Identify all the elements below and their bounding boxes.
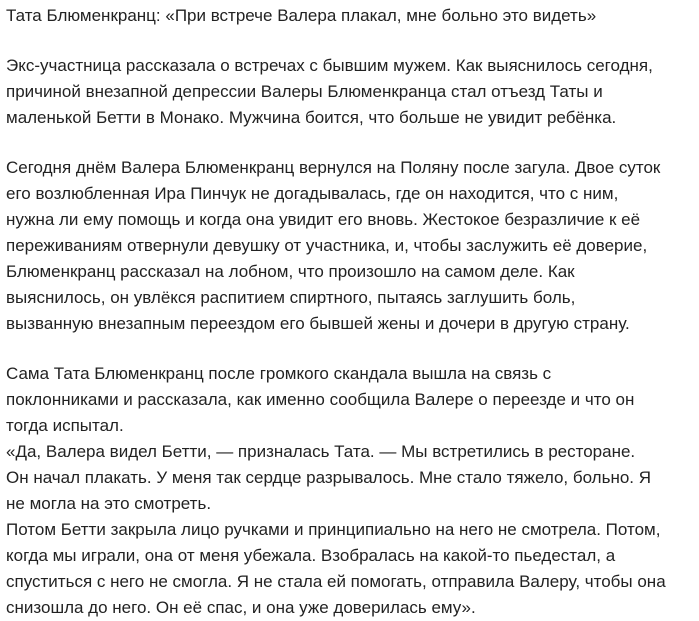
paragraph-3-line-1: Сама Тата Блюменкранц после громкого скандала вышла на связь с xyxy=(6,364,552,383)
paragraph-1-line-1: Экс-участница рассказала о встречах с бывшим мужем. Как выяснилось сегодня, xyxy=(6,56,653,75)
paragraph-3-line-8: когда мы играли, она от меня убежала. Взобралась на какой-то пьедестал, а xyxy=(6,546,616,565)
article-title: Тата Блюменкранц: «При встрече Валера плакал, мне больно это видеть» xyxy=(6,6,597,25)
paragraph-3-line-4: «Да, Валера видел Бетти, — призналась Тата. — Мы встретились в ресторане. xyxy=(6,442,636,461)
paragraph-3-line-6: не могла на это смотреть. xyxy=(6,494,212,513)
article xyxy=(0,3,699,621)
paragraph-3-line-5: Он начал плакать. У меня так сердце разрывалось. Мне стало тяжело, больно. Я xyxy=(6,468,652,487)
paragraph-3-line-3: тогда испытал. xyxy=(6,416,124,435)
paragraph-2-line-7: вызванную внезапным переездом его бывшей жены и дочери в другую страну. xyxy=(6,314,630,333)
paragraph-2-line-4: переживаниям отвернули девушку от участника, и, чтобы заслужить её доверие, xyxy=(6,236,648,255)
paragraph-1 xyxy=(6,53,695,131)
paragraph-2-line-3: нужна ли ему помощь и когда она увидит его вновь. Жестокое безразличие к её xyxy=(6,210,641,229)
paragraph-gap xyxy=(6,29,695,53)
paragraph-3-line-2: поклонниками и рассказала, как именно сообщила Валере о переезде и что он xyxy=(6,390,635,409)
paragraph-2-line-2: его возлюбленная Ира Пинчук не догадывалась, где он находится, что с ним, xyxy=(6,184,619,203)
paragraph-2 xyxy=(6,155,695,337)
paragraph-gap xyxy=(6,131,695,155)
paragraph-3-line-7: Потом Бетти закрыла лицо ручками и принципиально на него не смотрела. Потом, xyxy=(6,520,661,539)
paragraph-2-line-1: Сегодня днём Валера Блюменкранц вернулся на Поляну после загула. Двое суток xyxy=(6,158,661,177)
paragraph-1-line-3: маленькой Бетти в Монако. Мужчина боится, что больше не увидит ребёнка. xyxy=(6,108,617,127)
paragraph-3-line-10: снизошла до него. Он её спас, и она уже доверилась ему». xyxy=(6,598,476,617)
paragraph-3-line-9: спуститься с него не смогла. Я не стала ей помогать, отправила Валеру, чтобы она xyxy=(6,572,666,591)
paragraph-3 xyxy=(6,361,695,621)
paragraph-2-line-5: Блюменкранц рассказал на лобном, что произошло на самом деле. Как xyxy=(6,262,575,281)
paragraph-gap xyxy=(6,337,695,361)
paragraph-2-line-6: выяснилось, он увлёкся распитием спиртного, пытаясь заглушить боль, xyxy=(6,288,576,307)
paragraph-1-line-2: причиной внезапной депрессии Валеры Блюменкранца стал отъезд Таты и xyxy=(6,82,603,101)
